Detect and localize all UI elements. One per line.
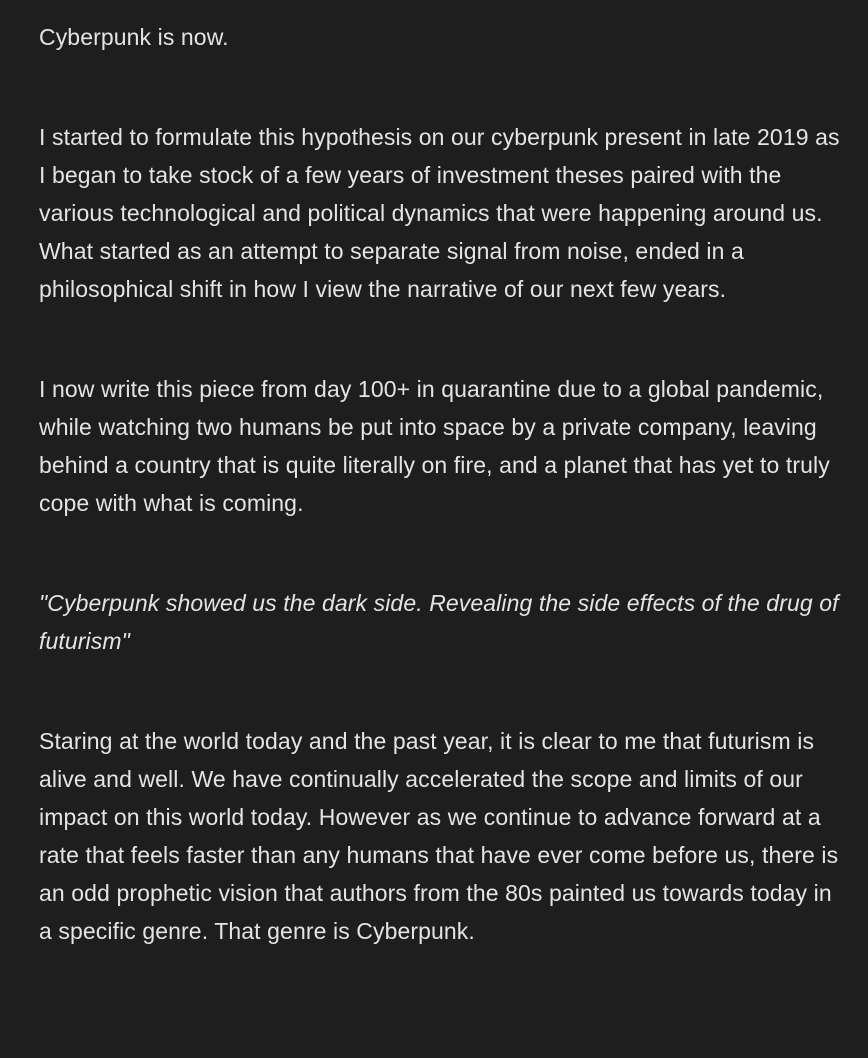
paragraph-quarantine: I now write this piece from day 100+ in quarantine due to a global pandemic, while watching two humans be put into space by a private company, leaving behind a country that is quite literally on fire, and a planet that has yet to truly cope with what is coming. bbox=[39, 376, 830, 516]
paragraph-futurism: Staring at the world today and the past year, it is clear to me that futurism is alive and well. We have continually accelerated the scope and limits of our impact on this world today. However as we continue to advance forward at a rate that feels faster than any humans that have ever come before us, there is an odd prophetic vision that authors from the 80s painted us towards today in a specific genre. That genre is Cyberpunk. bbox=[39, 728, 839, 944]
paragraph-hypothesis: I started to formulate this hypothesis on our cyberpunk present in late 2019 as I began to take stock of a few years of investment theses paired with the various technological and political dynamics that were happening around us. What started as an attempt to separate signal from noise, ended in a philosophical shift in how I view the narrative of our next few years. bbox=[39, 124, 840, 302]
pull-quote: "Cyberpunk showed us the dark side. Revealing the side effects of the drug of futurism" bbox=[39, 590, 839, 654]
opening-line: Cyberpunk is now. bbox=[39, 24, 229, 50]
